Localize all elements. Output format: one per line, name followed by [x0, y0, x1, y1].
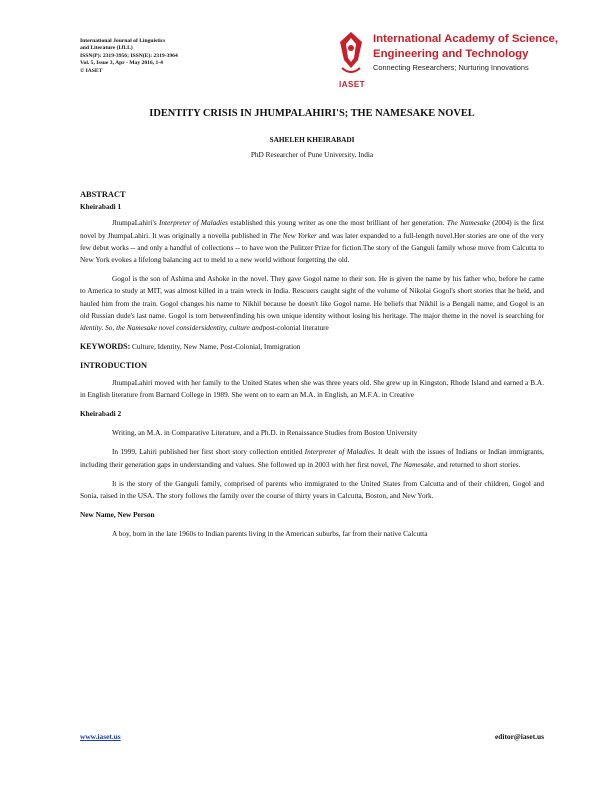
logo-label: IASET [339, 80, 366, 89]
abstract-heading: ABSTRACT [80, 190, 126, 199]
journal-issn: ISSN(P): 2319-3956; ISSN(E): 2319-3964 [80, 52, 178, 59]
keywords-text: Culture, Identity, New Name, Post-Colonial, Immigration [130, 342, 301, 352]
author-name: SAHELEH KHEIRABADI [269, 135, 355, 144]
abstract-paragraph-1: JhumpaLahiri's Interpreter of Maladies established this young writer as one the most brilliant of her generation. The Namesake (2004) is the first novel by JhumpaLahiri. It was originally a novella published in The New Yorker and was later expanded to a full-length novel.Her stories are one of the very few debut works -- and only a handful of collections -- to have won the Pulitzer Prize for fiction.The story of the Ganguli family whose move from Calcutta to New York evokes a lifelong balancing act to meld to a new world without forgetting the old. [80, 218, 544, 265]
section-subheading: New Name, New Person [80, 510, 155, 520]
intro-paragraph-2: Writing, an M.A. in Comparative Literature, and a Ph.D. in Renaissance Studies from Boston University [112, 428, 418, 438]
intro-paragraph-5: A boy, born in the late 1960s to Indian parents living in the American suburbs, far from their native Calcutta [112, 529, 428, 539]
journal-volume: Vol. 5, Issue 3, Apr - May 2016, 1-4 [80, 60, 163, 67]
journal-info [80, 38, 178, 75]
publisher-header [373, 32, 558, 73]
iaset-logo-icon [336, 30, 366, 80]
abstract-paragraph-2: Gogol is the son of Ashima and Ashoke in the novel. They gave Gogol name to their son. He is given the name by his father who, before he came to America to study at MIT, was almost killed in a train wreck in India. Rescuers caught sight of the volume of Nikolai Gogol's short stories that he held, and hauled him from the train. Gogol changes his name to Nikhil because he doesn't like Gogol name. He beliefs that Nikhil is a Bengali name, and Gogol is an old Russian dude's last name. Gogol is torn betweenfinding his own unique identity without losing his heritage. The major theme in the novel is searching for identity. So, the Namesake novel considersidentity, culture andpost-colonial literature [80, 274, 544, 333]
paper-body [80, 189, 544, 541]
introduction-heading: INTRODUCTION [80, 361, 148, 371]
author-affiliation: PhD Researcher of Pune University, India [250, 150, 374, 159]
intro-paragraph-4: It is the story of the Ganguli family, comprised of parents who immigrated to the United States from Calcutta and of their children, Gogol and Sonia, raised in the USA. The story follows the family over the course of thirty years in Calcutta, Boston, and New York. [80, 478, 544, 501]
journal-name-line1: International Journal of Linguistics [80, 38, 166, 44]
keywords [80, 341, 544, 353]
running-head-1: Kheirabadi 1 [80, 202, 122, 212]
intro-paragraph-1: JhumpaLahiri moved with her family to the United States when she was three years old. She grew up in Kingston, Rhode Island and earned a B.A. in English literature from Barnard College in 1989. She went on to earn an M.A. in English, an M.F.A. in Creative [80, 377, 544, 399]
keywords-label: KEYWORDS: [80, 342, 131, 352]
publisher-name-line2: Engineering and Technology [373, 48, 529, 60]
journal-copyright: © IASET [80, 67, 103, 74]
website-link[interactable]: www.iaset.us [80, 732, 121, 741]
running-head-2: Kheirabadi 2 [80, 409, 122, 419]
editor-email: editor@iaset.us [495, 732, 544, 741]
publisher-tagline: Connecting Researchers; Nurturing Innovations [373, 63, 529, 72]
publisher-name-line1: International Academy of Science, [373, 33, 559, 45]
journal-name-line2: and Literature (IJLL) [80, 45, 133, 52]
intro-paragraph-3: In 1999, Lahiri published her first short story collection entitled Interpreter of Maladies. It dealt with the issues of Indians or Indian immigrants, including their generation gaps in understanding and values. She followed up in 2003 with her first novel, The Namesake, and returned to short stories. [80, 447, 545, 469]
paper-title: IDENTITY CRISIS IN JHUMPALAHIRI'S; THE NAMESAKE NOVEL [149, 108, 475, 119]
